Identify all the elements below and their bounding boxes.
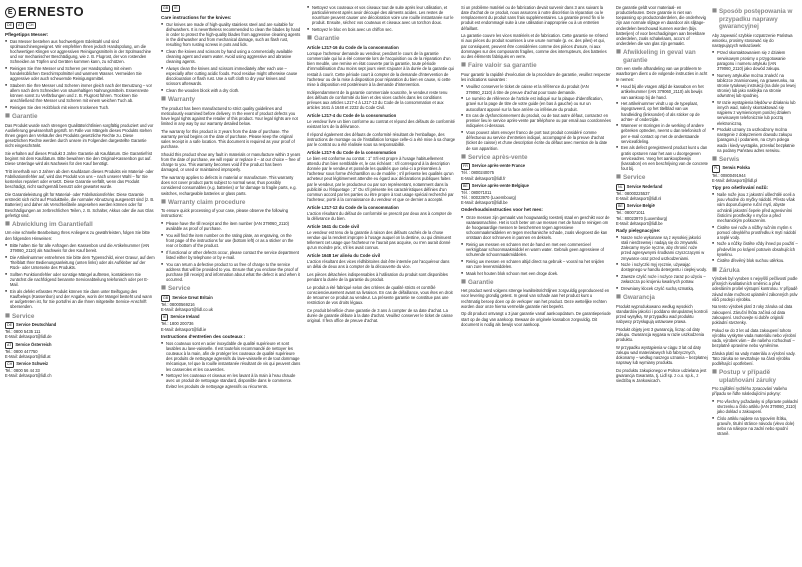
heading-postup: ◼ Postup v případě uplatňování záruky (712, 369, 777, 384)
paragraph: Pokud se do 3 let od data zakoupení tohoto výrobku vyskytne vada materiálu nebo výrobní vada, výrobek vám – dle našeho rozhodnutí – bezplatně opravíme nebo vyměníme. (712, 327, 797, 348)
paragraph: Sie erhalten auf dieses Produkt 3 Jahre Garantie ab Kaufdatum. Die Garantiefrist beginnt mit dem Kaufdatum. Bitte bewahren Sie den Original-Kassenbon gut auf. Diese Unterlage wird als Nachweis für den Kauf benötigt. (5, 150, 153, 167)
article-title: Article L217-12 du Code de la consommation (307, 204, 399, 210)
heading-service: ◼ Service (161, 285, 191, 293)
paragraph: Pro zajištění rychlého zpracování Vašeho případu se řiďte následujícími pokyny: (712, 386, 788, 397)
paragraph: Should this product show any fault in materials or manufacture within 3 years from the date of purchase, we will repair or replace it – at our choice – free of charge to you. This warranty becomes void if the product has been damaged, or used or maintained improperly. (161, 151, 301, 173)
country-code: CH (28, 23, 34, 27)
article-title: Article L217-5 du Code de la consommation (307, 149, 397, 155)
list-item: ■ Nettoyez les couteaux et ciseaux en les lavant à la main à l'eau chaude avec un produit de nettoyage standard, disponible dans le commerce. Évitez les produits de nettoyage agressifs ou récurrents. (161, 373, 301, 388)
list-item: ■ Drewniany klocek czyść suchą szmatką. (616, 286, 708, 291)
column-polish-czech (712, 5, 798, 438)
paragraph: Om een snelle afhandeling van uw probleem te waarborgen dient u de volgende instructies in acht te nemen: (616, 66, 708, 82)
country-code: AT (18, 23, 23, 27)
paragraph: Lorsque l'acheteur demande au vendeur, pendant le cours de la garantie commerciale qui lui a été consentie lors de l'acquisition ou de la réparation d'un bien meuble, une remise en état couverte par la garantie, toute période d'immobilisation d'au moins sept jours vient s'ajouter à la durée de la garantie qui restait à courir. Cette période court à compter de la demande d'intervention de l'acheteur ou de la mise à disposition pour réparation du bien en cause, si cette mise à disposition est postérieure à la demande d'intervention. (307, 50, 454, 87)
list-item: ■ Naše nože jsou z jakostní ušlechtilé oceli a jsou vhodné do myčky nádobí. Přesto však vám doporučujeme ruční mytí, abyste ochránili jakostní čepele před agresivními čisticími prostředky v myčce a před mechanickým poškozením. (712, 192, 798, 223)
list-item: ■ W razie wystąpienia błędów w działaniu lub innych wad, należy skontaktować się najpierw z wymienionym poniżej działem serwisowym telefonicznie lub pocztą elektroniczną. (712, 100, 798, 126)
list-item: ■ Het artikelnummer vindt u op de typeplaat, ingegraveerd, op het titelblad van uw handleiding (linksonder) of als sticker op de achter- of onderzijde. (616, 101, 708, 122)
service-entry: AT Service Österreich Tel.: 0800 447750 E-Mail: deltasport@lidl.at (5, 341, 52, 359)
list-item: ■ Maak het houten blok schoon met een droge doek. (461, 271, 611, 276)
paragraph: Si un problème matériel ou de fabrication devait survenir dans 3 ans suivant la date d'achat de ce produit, nous assurons à notre discrétion la réparation ou le remplacement du produit sans frais supplémentaires. La garantie prend fin si le produit est endommagé suite à une utilisation inappropriée ou à un entretien défaillant. (461, 5, 605, 31)
list-item: ■ Nože a nůžky čistěte vždy ihned po použití – především po krájení potravin obsahujících kyselinu. (712, 241, 798, 256)
list-item: ■ Čistěte své nože a nůžky ručním mytím s pomocí obvyklého prostředku k mytí nádobí a teplé vody. (712, 225, 798, 240)
list-item: ■ Ein als defekt erfasstes Produkt können Sie dann unter Beifügung des Kaufbelegs (Kassenbon) und der Angabe, worin der Mangel besteht und wann er aufgetreten ist, für Sie portofrei an die Ihnen mitgeteilte Service-Anschrift übersenden. (5, 289, 155, 310)
list-item: ■ If functional or other defects occur, please contact the service department listed either by telephone or by e-mail. (161, 250, 301, 260)
list-item: ■ Zawsze czyść noże i nożyce zaraz po użyciu – zwłaszcza po krojeniu kwaśnych potraw. (616, 274, 708, 284)
paragraph: Záruka platí na vady materiálu a výrobní vady. Tato záruka se nevztahuje na části výrobku podléhající opotřebení. (712, 350, 796, 366)
paragraph: Um eine schnelle Bearbeitung Ihres Anliegens zu gewährleisten, folgen Sie bitte den folgenden Hinweisen: (5, 230, 150, 241)
paragraph: Le bien est conforme au contrat : 1° S'il est propre à l'usage habituellement attendu d'un bien semblable et, le cas échéant : s'il correspond à la description donnée par le vendeur et possède les qualités que celui-ci a présentées à l'acheteur sous forme d'échantillon ou de modèle ; s'il présente les qualités qu'un acheteur peut légitimement attendre eu égard aux déclarations publiques faites par le vendeur, par le producteur ou par son représentant, notamment dans la publicité ou l'étiquetage ; 2° Ou s'il présente les caractéristiques définies d'un commun accord par les parties ou être propre à tout usage spécial recherché par l'acheteur, porté à la connaissance du vendeur et que ce dernier a accepté. (307, 155, 454, 202)
paragraph: Do produktu zakupionego w Polsce udzielana jest gwarancja Gwaranta, tj. Lidl sp. z o.o. sp.k., z siedzibą w Jankowicach. (616, 367, 707, 384)
list-item: ■ Säubern Sie Ihre Messer und Scheren immer gleich nach der Benutzung – vor allem nach dem Schneiden von säurehaltigen Nahrungsmitteln. Essensreste können sonst zu Verfärbungen und z. B. Flugrost führen. Trocknen Sie anschließend Ihre Messer und Scheren mit einem weichen Tuch ab. (5, 83, 155, 104)
service-entry: DE Service Deutschland Tel.: 0800 5435 111 E-Mail: deltasport@lidl.de (5, 322, 57, 340)
column-english (161, 5, 301, 390)
heading-service: ◼ Service après-vente (461, 153, 528, 161)
heading-garantie: ◼ Garantie (307, 35, 340, 43)
paragraph: Ce produit bénéficie d'une garantie de 3 ans à compter de sa date d'achat. La durée de garantie débute à la date d'achat. Veuillez conserver le ticket de caisse original. Il fera office de preuve d'achat. (307, 307, 453, 324)
paragraph: Les pièces détachées indispensables à l'utilisation du produit sont disponibles pendant la durée de la garantie du produit. (307, 271, 448, 283)
country-codes (161, 5, 301, 12)
service-entry: FR Service après-vente France Tél. : 0800240075 E-Mail: deltasport@lidl.fr (461, 163, 526, 181)
list-item: ■ Číslo artiklu najdete na typovém štítku, gravuře, titulní stránce návodu (vlevo dole) nebo na nálepce na zadní nebo spodní straně. (712, 416, 798, 437)
list-item: ■ Numery artykułów można znaleźć na tabliczce znamionowej, na grawerunku, na stronie tytułowej instrukcji (na dole po lewej stronie) lub jako naklejka na stronie odwrotnej lub spodniej. (712, 73, 798, 99)
list-item: ■ Vous pouvez alors envoyer franco de port tout produit considéré comme défectueux au service d'entretien indiqué, accompagné de la preuve d'achat (ticket de caisse) et d'une description écrite du défaut avec mention de la date de son apparition. (461, 130, 611, 151)
service-entry: BE Service België Tel.: 080071011 Tel.: 80023970 (Luxemburg) E-Mail: deltasport@lidl.be (616, 203, 668, 226)
paragraph: Pour garantir la rapidité d'exécution de la procédure de garantie, veuillez respecter les indications suivantes : (461, 71, 611, 82)
country-code: DE (7, 23, 12, 27)
column-german (5, 5, 155, 380)
paragraph: Produkt objęty jest 3 gwarancją, licząc od daty zakupu. Gwarancja wygasa w razie uszkodzenia produktu. (616, 326, 705, 342)
heading-zaruka: ◼ Záruka (712, 266, 740, 274)
section-title: Rady pielęgnacyjne: (616, 227, 661, 233)
list-item: ■ Reinig uw messen en scharen altijd direct na gebruik – vooral na het snijden van zure levensmiddelen. (461, 259, 611, 269)
list-item: ■ Our knives are made of high-quality stainless steel and are suitable for dishwashers. It is nevertheless recommended to clean the blades by hand in order to protect the high-quality blades from aggressive cleaning agents in the dishwasher and from mechanical damage, such as flash rust, resulting from rusting screws in pots and lids. (161, 22, 301, 48)
list-item: ■ Veuillez conserver le ticket de caisse et la référence du produit (IAN 379060_2110) à titre de preuve d'achat pour toute demande. (461, 84, 611, 94)
article-title: Article L217-4 du Code de la consommation (307, 112, 397, 118)
paragraph: Le produit a été fabriqué selon des critères de qualité stricts et contrôlé consciencieusement avant sa livraison. En cas de défaillance, vous êtes en droit de retourner ce produit au vendeur. La présente garantie ne constitue pas une restriction de vos droits légaux. (307, 284, 453, 306)
list-item: ■ Wanneer er storingen in de werking of andere gebreken optreden, neemt u dan telefonisch of per e-mail contact op met de onderstaande serviceafdeling. (616, 123, 708, 144)
service-entry: PL Serwis Polska Tel.: 00800491944 E-Mail: deltasport@lidl.pl (712, 165, 758, 183)
list-item: ■ En cas de dysfonctionnement du produit, ou de tout autre défaut, contactez en premier lieu le service après-vente par téléphone ou par email aux coordonnées indiquées ci-dessous. (461, 113, 611, 128)
list-item: ■ You can return a defective product to us free of charge to the service address that will be provided to you. Ensure that you enclose the proof of purchase (till receipt) and information about what the defect is and when it occurred. (161, 262, 301, 283)
list-item: ■ Produkt uznany za uszkodzony można następnie z dołączeniem dowodu zakupu (paragonu) i podaniem, na czym polega wada i kiedy wystąpiła, przesłać bezpłatnie na podany Państwu adres serwisu. (712, 127, 798, 153)
service-entry: IE Service Ireland Tel.: 1800 200736 E-Mail: deltasport@lidl.ie (161, 314, 207, 332)
list-item: ■ Clean the knives and scissors by hand using a commercially available cleaning agent and warm water. Avoid using aggressive and abrasive cleaning agents. (161, 49, 301, 64)
list-item: ■ Please have the till receipt and the item number (IAN 379060_2110) available as proof of purchase. (161, 221, 301, 231)
heading-service: ◼ Service (5, 312, 35, 320)
list-item: ■ Pro všechny požadavky si připravte pokladní stvrzenku a číslo artiklu (IAN 379060_2110) jako doklad o zakoupení. (712, 399, 798, 414)
list-item: ■ Die Artikelnummer entnehmen Sie bitte dem Typenschild, einer Gravur, auf dem Titelblatt Ihrer Bedienungsanleitung (unten links) oder als Aufkleber auf der Rück- oder Unterseite des Produkts. (5, 255, 155, 270)
list-item: ■ Een als defect geregistreerd product kunt u dan gratis opsturen naar het aan u doorgegeven serviceadres. Voeg het aankoopbewijs (kassabon) en een beschrijving van de concrete fout bij. (616, 145, 708, 171)
list-item: ■ Przed skontaktowaniem się z działem serwisowym prosimy o przygotowanie paragonu i numeru artykułu (IAN 379060_2110) jako dowód zakupu. (712, 50, 798, 71)
brand-mark-icon: E (5, 7, 16, 18)
list-item: ■ Noże i nożyczki myj ręcznie, używając dostępnego w handlu detergentu i ciepłej wody. (616, 262, 708, 272)
paragraph: Indépendamment de la garantie commerciale souscrite, le vendeur reste tenu des défauts de conformité du bien et des vices cachés dans les conditions prévues aux articles L217-4 à L217-13 du Code de la consommation et aux articles 1641 à 1648 et 2232 du Code Civil. (307, 89, 448, 110)
section-title: Care instructions for the knives: (161, 14, 232, 20)
list-item: ■ Nettoyez le bloc en bois avec un chiffon sec. (307, 27, 455, 32)
section-title: Tipy pro ošetřování nožů: (712, 184, 769, 190)
list-item: ■ Nasze noże wykonane są z wysokiej jakości stali nierdzewnej i nadają się do zmywarki. Zalecamy mycie ręczne, aby chronić noże przed agresywnymi środkami czyszczącymi w zmywarce oraz przed uszkodzeniami. (616, 235, 708, 261)
service-entry: NL Service Nederland Tel.: 08000225537 E-Mail: deltasport@lidl.nl (616, 183, 663, 202)
list-item: ■ Das Messer bestehen aus hochwertigem Edelstahl und sind spülmaschinengeeignet. Wir empfehlen Ihnen jedoch Handspülung, um die hochwertigen Klingen vor aggressiven Reinigungsmitteln in der Spülmaschine und vor mechanischer Beschädigung, wie z. B. Flugrost, der von rostenden Schneiden an Töpfen und Geräten kommen kann, zu schützen. (5, 39, 155, 65)
legal-paragraphs (307, 45, 455, 324)
section-title: Instructions d'entretien des couteaux : (161, 333, 246, 339)
list-item: ■ You will find the item number on the rating plate, an engraving, on the front page of the instructions for use (bottom left) or as a sticker on the rear or bottom of the product. (161, 233, 301, 248)
column-dutch-polish (616, 5, 708, 386)
column-french (307, 5, 455, 326)
list-item: ■ Sollten Funktionsfehler oder sonstige Mängel auftreten, kontaktieren Sie zunächst die nachfolgend benannte Serviceabteilung telefonisch oder per E-Mail. (5, 272, 155, 287)
heading-garantie: ◼ Garantie (5, 113, 38, 121)
list-item: ■ Čistěte dřevěný blok suchou utěrkou. (712, 258, 798, 263)
heading-garantie: ◼ Garantie (461, 278, 494, 286)
paragraph: Výrobek byl vyroben s nejvyšší pečlivostí podle přísných kvalitativních směrnic a před odesláním prošel výstupní kontrolou. V případě závad máte možnost uplatnění zákonných práv vůči prodejci výrobku. (712, 276, 798, 302)
list-item: ■ Reinig uw messen en scharen met de hand en met een commercieel verkrijgbaar schoonmaakmiddel en warm water. Gebruik geen agressieve of schurende schoonmaakmiddelen. (461, 242, 611, 257)
paragraph: Het product werd volgens strenge kwaliteitsrichtlijnen zorgvuldig geproduceerd en voor levering grondig getest. In geval van schade aan het product kunt u rechtmatig beroep doen op de verkoper van het product. Deze wettelijke rechten worden door onze hierna vermelde garantie niet beperkt. (461, 288, 610, 309)
column-french-dutch (461, 5, 611, 329)
list-item: ■ Nettoyez vos couteaux et vos ciseaux tout de suite après leur utilisation, et particulièrement après avoir découpé des aliments acides. Les restes de nourriture peuvent causer une décoloration voire une rouille instantanée sur le produit. Ensuite, séchez vos couteaux et ciseaux avec un torchon doux. (307, 5, 455, 26)
section-title: Onderhoudsinstructies voor het mes: (461, 207, 543, 213)
heading-serwis: ◼ Serwis (712, 155, 740, 163)
section-title: Pflegetipps Messer: (5, 31, 49, 37)
paragraph: The product has been manufactured to strict quality guidelines and meticulously examined before delivery. In the event of product defects you have legal rights against the retailer of this product. Your legal rights are not limited in any way by our warranty detailed below. (161, 105, 298, 127)
list-item: ■ Reinigen Sie Ihre Messer und Scheren per Handspülung mit einem handelsüblichen Geschirrspülmittel und warmem Wasser. Vermeiden Sie aggressive oder auch scheuernde Reinigungsmittel. (5, 66, 155, 81)
heading-warranty: ◼ Warranty (161, 96, 196, 104)
heading-faire-valoir: ◼ Faire valoir sa garantie (461, 62, 537, 70)
paragraph: Die Garantieleistung gilt für Material- oder Fabrikationsfehler. Diese Garantie erstreckt sich nicht auf Produktteile, die normaler Abnutzung ausgesetzt sind (z. B. Batterien) und daher als Verschleißteile angesehen werden können oder für Beschädigungen an zerbrechlichen Teilen, z. B. Schalter, Akkus oder die aus Glas gefertigt sind. (5, 192, 155, 218)
paragraph: To ensure quick processing of your case, please observe the following instructions: (161, 208, 288, 219)
country-codes (5, 22, 155, 29)
list-item: ■ Houd bij alle vragen altijd de kassabon en het artikelnummer (IAN 379060_2110) als bewijs van aankoop bij de hand. (616, 84, 708, 99)
paragraph: De garantie geldt voor materiaal- en productiefouten. Deze garantie is niet van toepassing op productonderdelen, die onderhevig zijn aan normale slijtage en daardoor als slijtage-onderdelen beschouwd kunnen worden (bijv. batterijen) of voor beschadigingen aan breekbare onderdelen, zoals schakelaars, accu's of onderdelen die van glas zijn gemaakt. (616, 5, 706, 47)
country-code: GB (163, 6, 169, 10)
heading-service: ◼ Service (616, 174, 646, 182)
paragraph: L'action résultant du défaut de conformité se prescrit par deux ans à compter de la délivrance du bien. (307, 210, 452, 221)
paragraph: Das Produkt wurde nach strengen Qualitätsrichtlinien sorgfältig produziert und vor Auslieferung gewissenhaft geprüft. Im Falle von Mängeln dieses Produkts stehen Ihnen gegen den Verkäufer des Produkts gesetzliche Rechte zu. Diese gesetzlichen Rechte werden durch unsere im Folgenden dargestellte Garantie nicht eingeschränkt. (5, 122, 154, 149)
list-item: ■ Always clean the knives and scissors immediately after each use – especially after cutting acidic foods. Food residue might otherwise cause discolouration or flash rust. Use a soft cloth to dry your knives and scissors afterwards. (161, 66, 301, 87)
paragraph: Le vendeur est tenu de la garantie à raison des défauts cachés de la chose vendue qui la rendent impropre à l'usage auquel on la destine, ou qui diminuent tellement cet usage que l'acheteur ne l'aurait pas acquise, ou n'en aurait donné qu'un moindre prix, s'il les avait connus. (307, 229, 452, 251)
paragraph: W przypadku wystąpienia w ciągu 3 lat od daty zakupu wad materiałowych lub fabrycznych, dokonamy – według naszego uznania – bezpłatnej naprawy lub wymiany produktu. (616, 344, 708, 366)
brand-logo (5, 5, 155, 19)
paragraph: Tritt innerhalb von 3 Jahren ab dem Kaufdatum dieses Produkts ein Material- oder Fabrikationsfehler auf, wird das Produkt von uns – nach unserer Wahl – für Sie kostenlos repariert oder ersetzt. Diese Garantie verfällt, wenn das Produkt beschädigt, nicht sachgemäß benutzt oder gewartet wurde. (5, 168, 154, 190)
paragraph: Il répond également des défauts de conformité résultant de l'emballage, des instructions de montage ou de l'installation lorsque celle-ci a été mise à sa charge par le contrat ou a été réalisée sous sa responsabilité. (307, 131, 455, 147)
list-item: ■ Le numéro de référence de l'article est indiqué sur la plaque d'identification, gravé sur la page de titre de votre guide (en bas à gauche) ou sur un autocollant apposé sur la face arrière ou inférieure du produit. (461, 96, 611, 111)
list-item: ■ Bitte halten Sie für alle Anfragen den Kassenbon und die Artikelnummer (IAN 379060_2110) als Nachweis für den Kauf bereit. (5, 243, 155, 253)
list-item: ■ Reinigen Sie den Holzblock mit einem trockenen Tuch. (5, 105, 155, 110)
paragraph: The warranty applies to defects in material or manufacture. This warranty does not cover product parts subject to normal wear, thus possibly considered consumables (e.g. batteries) or for damage to fragile parts, e.g. switches, rechargeable batteries or glass parts. (161, 175, 297, 196)
paragraph: The warranty for this product is 3 years from the date of purchase. The warranty period begins on the date of purchase. Please keep the original sales receipt in a safe location. This document is required as your proof of purchase. (161, 128, 295, 150)
list-item: ■ Nos couteaux sont en acier inoxydable de qualité supérieure et sont lavables au lave-vaisselle. Il est toutefois recommandé de nettoyer les couteaux à la main, afin de protéger les couteaux de qualité supérieure des produits de nettoyage agressifs du lave-vaisselle et de tout dommage mécanique, tel que la rouille instantanée résultant de vis qui peuvent dans les casseroles et les couvercles. (161, 341, 301, 372)
heading-gwarancja: ◼ Gwarancja (616, 294, 655, 302)
paragraph: L'action résultant des vices rédhibitoires doit être intentée par l'acquéreur dans un délai de deux ans à compter de la découverte du vice. (307, 259, 450, 270)
service-entry: GB Service Great Britain Tel.: 08000569216 E-Mail: deltasport@lidl.co.uk (161, 294, 213, 313)
paragraph: Aby zapewnić szybkie rozpatrzenie Państwa wniosku, prosimy stosować się do następujących wskazówek: (712, 32, 793, 48)
article-title: Article L217-16 du Code de la consommation (307, 44, 399, 50)
paragraph: Le vendeur livre un bien conforme au contrat et répond des défauts de conformité existant lors de la délivrance. (307, 118, 455, 129)
paragraph: Na tento výrobek platí 3 roky záruka od data zakoupení. Záruční lhůta začíná od data zakoupení. Uschovejte si dobře originál pokladní stvrzenky. (712, 304, 793, 325)
brand-name: ERNESTO (18, 5, 85, 20)
article-title: Article 1648 1er alinéa du Code civil (307, 252, 381, 258)
paragraph: Produkt wyprodukowano według wysokich standardów jakości i poddano skrupulatnej kontroli przed wysyłką. W przypadku wad produktu nabywcy przysługują ustawowe prawa. (616, 303, 708, 324)
service-entry: BE Service après-vente Belgique Tél. : 080071011 Tél. : 80023970 (Luxembourg) E-Mail: deltasport@lidl.be (461, 182, 529, 206)
heading-sposob: ◼ Sposób postępowania w przypadku naprawy gwarancyjnej (712, 8, 793, 30)
list-item: ■ Onze messen zijn gemaakt van hoogwaardig roestvrij staal en geschikt voor de vaatwasmachine. Het is toch beter om uw messen met de hand te reinigen om de hoogwaardige messen te beschermen tegen agressieve schoonmaakmiddelen en tegen mechanische schade, zoals vliegroest die kan ontstaan door schroeven in pannen en deksels. (461, 215, 611, 241)
country-code: IE (174, 6, 178, 10)
list-item: ■ Clean the wooden block with a dry cloth. (161, 88, 301, 93)
heading-claim: ◼ Warranty claim procedure (161, 198, 246, 206)
paragraph: Op dit product ontvangt u 3 jaar garantie vanaf aankoopdatum. De garantieperiode start op de dag van aankoop. Bewaar de originele kassabon zorgvuldig. Dit document is nodig als bewijs voor aankoop. (461, 311, 611, 327)
paragraph: La garantie couvre les vices matériels et de fabrication. Cette garantie ne s'étend ni aux pièces du produit soumises à une usure normale (p. ex. des piles) et qui, par conséquent, peuvent être considérées comme des pièces d'usure, ni aux dommages sur des composants fragiles, comme des interrupteurs, des batteries ou des éléments fabriqués en verre. (461, 33, 608, 59)
service-entry: CH Service Schweiz Tel.: 0800 56 44 33 E-Mail: deltasport@lidl.ch (5, 360, 52, 379)
heading-abwicklung: ◼ Abwicklung im Garantiefall (5, 220, 93, 228)
heading-afwikkeling: ◼ Afwikkeling in geval van garantie (616, 49, 696, 64)
article-title: Article 1641 du Code civil (307, 223, 360, 229)
